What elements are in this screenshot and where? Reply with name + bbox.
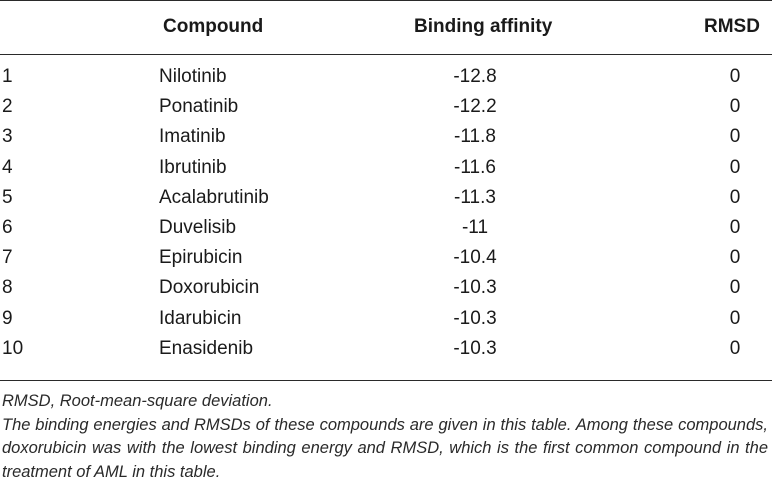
row-rmsd: 0 bbox=[729, 186, 741, 208]
table-row bbox=[0, 64, 772, 94]
row-rmsd: 0 bbox=[729, 277, 741, 299]
table-row bbox=[0, 275, 772, 305]
row-index: 6 bbox=[2, 216, 13, 238]
row-binding-affinity: -10.3 bbox=[453, 307, 497, 329]
table-row bbox=[0, 306, 772, 336]
footnote-description: The binding energies and RMSDs of these compounds are given in this table. Among these compounds, doxorubicin was with the lowest binding energy and RMSD, which is the first common compound in the treatment of AML in this table. bbox=[2, 415, 768, 481]
row-compound: Nilotinib bbox=[159, 66, 227, 87]
table-row bbox=[0, 336, 772, 366]
table-bottom-rule bbox=[0, 380, 772, 381]
row-index: 9 bbox=[2, 307, 13, 329]
table-body bbox=[0, 64, 772, 366]
row-binding-affinity: -10.3 bbox=[453, 277, 497, 299]
row-binding-affinity: -10.3 bbox=[453, 337, 497, 359]
table-row bbox=[0, 245, 772, 275]
table-row bbox=[0, 124, 772, 154]
row-rmsd: 0 bbox=[729, 156, 741, 178]
row-binding-affinity: -11.6 bbox=[454, 156, 496, 178]
table-header-row bbox=[0, 0, 772, 54]
row-compound: Epirubicin bbox=[159, 247, 243, 269]
header-binding-affinity: Binding affinity bbox=[414, 16, 553, 37]
table-footnotes bbox=[2, 390, 768, 484]
row-binding-affinity: -11.8 bbox=[454, 126, 496, 148]
row-rmsd: 0 bbox=[729, 126, 741, 148]
row-index: 10 bbox=[2, 337, 24, 359]
table-row bbox=[0, 155, 772, 185]
row-rmsd: 0 bbox=[729, 66, 741, 87]
row-index: 2 bbox=[2, 96, 13, 118]
row-rmsd: 0 bbox=[729, 307, 741, 329]
table-row bbox=[0, 215, 772, 245]
row-rmsd: 0 bbox=[729, 216, 741, 238]
row-index: 3 bbox=[2, 126, 13, 148]
row-compound: Enasidenib bbox=[159, 337, 254, 359]
row-compound: Idarubicin bbox=[159, 307, 242, 329]
row-rmsd: 0 bbox=[729, 337, 741, 359]
row-rmsd: 0 bbox=[729, 247, 741, 269]
row-compound: Ponatinib bbox=[159, 96, 239, 118]
header-rmsd: RMSD bbox=[704, 16, 760, 37]
row-index: 1 bbox=[2, 66, 13, 87]
table-row bbox=[0, 94, 772, 124]
row-rmsd: 0 bbox=[729, 96, 741, 118]
row-compound: Ibrutinib bbox=[159, 156, 227, 178]
row-binding-affinity: -12.2 bbox=[453, 96, 497, 118]
row-index: 8 bbox=[2, 277, 13, 299]
row-index: 7 bbox=[2, 247, 13, 269]
row-compound: Doxorubicin bbox=[159, 277, 260, 299]
row-index: 4 bbox=[2, 156, 13, 178]
row-index: 5 bbox=[2, 186, 13, 208]
table-row bbox=[0, 185, 772, 215]
row-compound: Duvelisib bbox=[159, 216, 237, 238]
row-binding-affinity: -11.3 bbox=[454, 186, 496, 208]
row-binding-affinity: -10.4 bbox=[453, 247, 497, 269]
row-binding-affinity: -11 bbox=[461, 216, 489, 238]
footnote-abbreviation: RMSD, Root-mean-square deviation. bbox=[2, 392, 273, 410]
row-compound: Acalabrutinib bbox=[159, 186, 269, 208]
table-header-rule bbox=[0, 54, 772, 55]
row-binding-affinity: -12.8 bbox=[453, 66, 497, 87]
row-compound: Imatinib bbox=[159, 126, 226, 148]
header-compound: Compound bbox=[163, 16, 264, 37]
